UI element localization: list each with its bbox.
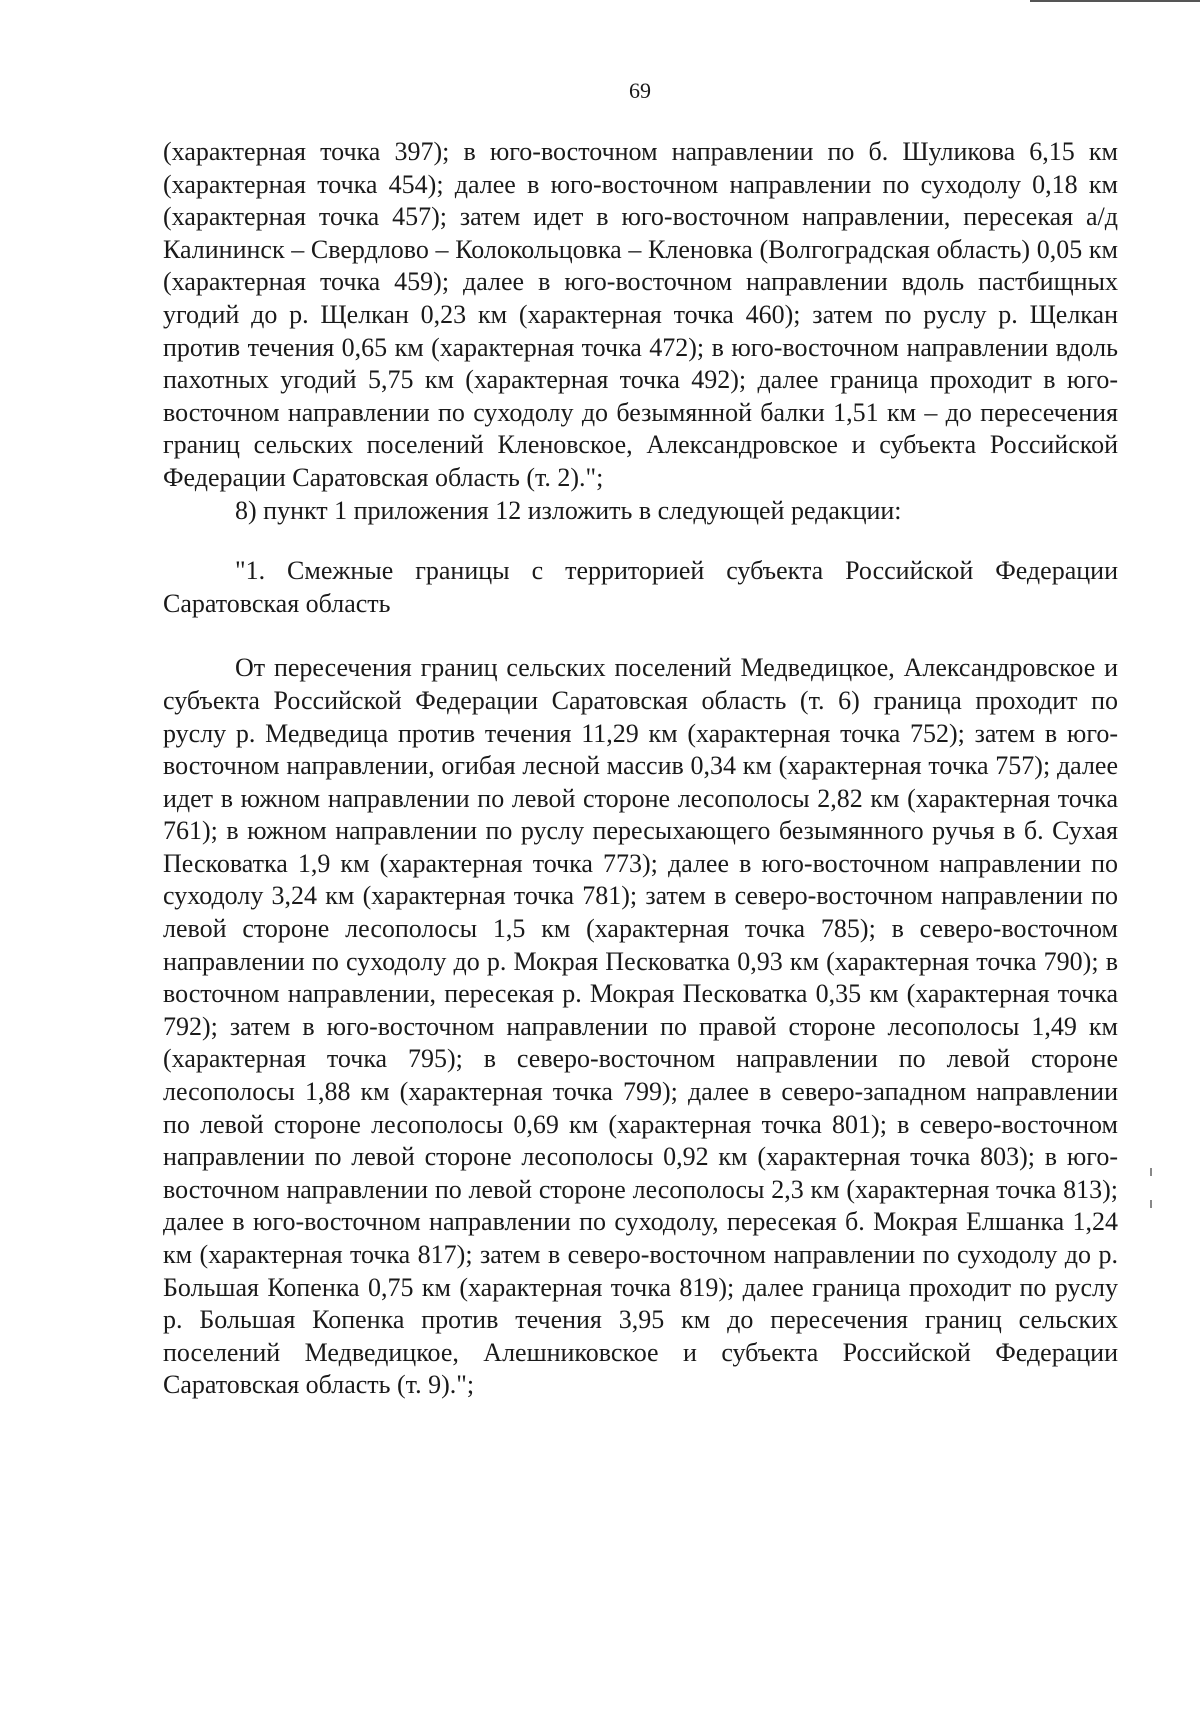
- page-number: 69: [629, 78, 651, 103]
- paragraph-boundary-description: От пересечения границ сельских поселений Медведицкое, Александровское и субъекта Российской Федерации Саратовская область (т. 6) граница проходит по руслу р. Медведица против течения 11,29 км (характерная точка 752); затем в юго-восточном направлении, огибая лесной массив 0,34 км (характерная точка 757); далее идет в южном направлении по левой стороне лесополосы 2,82 км (характерная точка 761); в южном направлении по руслу пересыхающего безымянного ручья в б. Сухая Песковатка 1,9 км (характерная точка 773); далее в юго-восточном направлении по суходолу 3,24 км (характерная точка 781); затем в северо-восточном направлении по левой стороне лесополосы 1,5 км (характерная точка 785); в северо-восточном направлении по суходолу до р. Мокрая Песковатка 0,93 км (характерная точка 790); в восточном направлении, пересекая р. Мокрая Песковатка 0,35 км (характерная точка 792); затем в юго-восточном направлении по правой стороне лесополосы 1,49 км (характерная точка 795); в северо-восточном направлении по левой стороне лесополосы 1,88 км (характерная точка 799); далее в северо-западном направлении по левой стороне лесополосы 0,69 км (характерная точка 801); в северо-восточном направлении по левой стороне лесополосы 0,92 км (характерная точка 803); в юго-восточном направлении по левой стороне лесополосы 2,3 км (характерная точка 813); далее в юго-восточном направлении по суходолу, пересекая б. Мокрая Елшанка 1,24 км (характерная точка 817); затем в северо-восточном направлении по суходолу до р. Большая Копенка 0,75 км (характерная точка 819); далее граница проходит по руслу р. Большая Копенка против течения 3,95 км до пересечения границ сельских поселений Медведицкое, Алешниковское и субъекта Российской Федерации Саратовская область (т. 9).";: [163, 653, 1118, 1400]
- paragraph-amendment-item: 8) пункт 1 приложения 12 изложить в следующей редакции:: [235, 495, 902, 525]
- document-body: [163, 136, 1118, 1402]
- spacer: [163, 620, 1118, 652]
- scan-speck: [1150, 1200, 1152, 1208]
- spacer: [163, 527, 1118, 555]
- paragraph-continuation: (характерная точка 397); в юго-восточном направлении по б. Шуликова 6,15 км (характерная точка 454); далее в юго-восточном направлении по суходолу 0,18 км (характерная точка 457); затем идет в юго-восточном направлении, пересекая а/д Калининск – Свердлово – Колокольцовка – Кленовка (Волгоградская область) 0,05 км (характерная точка 459); далее в юго-восточном направлении вдоль пастбищных угодий до р. Щелкан 0,23 км (характерная точка 460); затем по руслу р. Щелкан против течения 0,65 км (характерная точка 472); в юго-восточном направлении вдоль пахотных угодий 5,75 км (характерная точка 492); далее граница проходит в юго-восточном направлении по суходолу до безымянной балки 1,51 км – до пересечения границ сельских поселений Кленовское, Александровское и субъекта Российской Федерации Саратовская область (т. 2).";: [163, 137, 1118, 492]
- scan-edge-mark: [1030, 0, 1200, 2]
- section-heading: "1. Смежные границы с территорией субъекта Российской Федерации Саратовская область: [163, 556, 1118, 618]
- scan-speck: [1150, 1168, 1152, 1176]
